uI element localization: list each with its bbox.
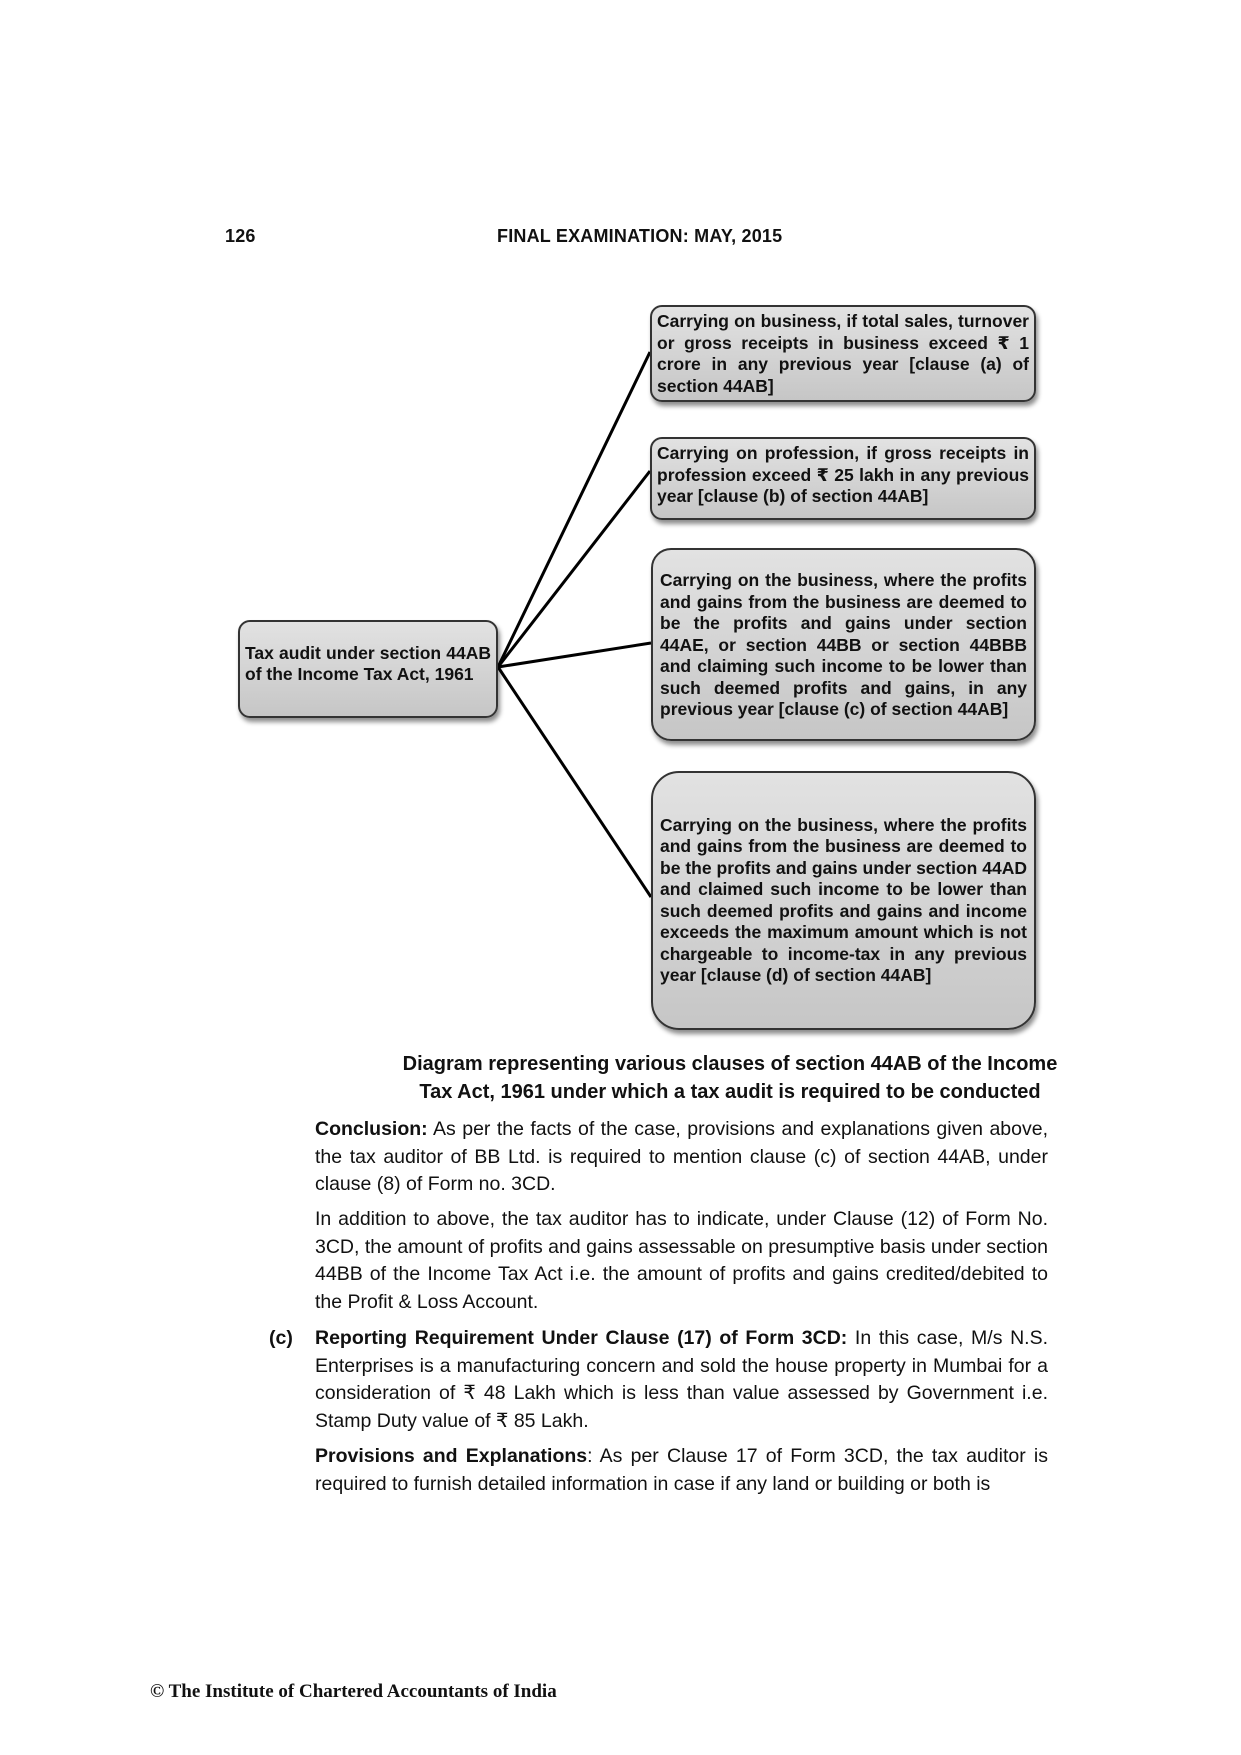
conclusion-label: Conclusion: [315, 1118, 428, 1140]
footer-copyright: © The Institute of Chartered Accountants of India [150, 1681, 557, 1702]
provisions-text: : As per Clause 17 of Form 3CD, the tax auditor is required to furnish detailed information in case if any land or building or both is [315, 1445, 1048, 1495]
addition-paragraph [315, 1206, 1048, 1316]
diagram-branch-clause-a [650, 305, 1036, 402]
item-c-label: (c) [269, 1327, 293, 1349]
branch-clause-d-text: Carrying on the business, where the profits and gains from the business are deemed to be the profits and gains under section 44AD and claimed such income to be lower than such deemed profits and gains and income exceeds the maximum amount which is not chargeable to income-tax in any previous year [clause (d) of section 44AB] [660, 814, 1027, 985]
item-c-paragraph [315, 1325, 1048, 1435]
caption-line-2: Tax Act, 1961 under which a tax audit is required to be conducted [419, 1081, 1041, 1103]
item-c-heading: Reporting Requirement Under Clause (17) of Form 3CD: [315, 1327, 848, 1349]
conclusion-text: As per the facts of the case, provisions and explanations given above, the tax auditor of BB Ltd. is required to mention clause (c) of section 44AB, under clause (8) of Form no. 3CD. [315, 1118, 1048, 1195]
branch-clause-b-text: Carrying on profession, if gross receipts in profession exceed ₹ 25 lakh in any previous year [clause (b) of section 44AB] [657, 443, 1029, 506]
caption-line-1: Diagram representing various clauses of section 44AB of the Income [402, 1053, 1058, 1075]
diagram-branch-clause-c [651, 548, 1036, 741]
addition-text: In addition to above, the tax auditor has to indicate, under Clause (12) of Form No. 3CD, the amount of profits and gains assessable on presumptive basis under section 44BB of the Income Tax Act i.e. the amount of profits and gains credited/debited to the Profit & Loss Account. [315, 1208, 1048, 1313]
running-head: FINAL EXAMINATION: MAY, 2015 [497, 226, 783, 246]
diagram-branch-clause-d [651, 771, 1036, 1030]
diagram-root-text: Tax audit under section 44AB of the Income Tax Act, 1961 [245, 642, 491, 684]
conclusion-paragraph [315, 1116, 1048, 1199]
diagram-caption [380, 1050, 1080, 1106]
diagram-root-box [238, 620, 498, 718]
page-number: 126 [225, 226, 256, 246]
connector-b [498, 471, 650, 667]
connector-d [498, 667, 651, 897]
provisions-label: Provisions and Explanations [315, 1445, 588, 1467]
provisions-paragraph [315, 1443, 1048, 1498]
branch-clause-c-text: Carrying on the business, where the profits and gains from the business are deemed to be the profits and gains under section 44AE, or section 44BB or section 44BBB and claiming such income to be lower than such deemed profits and gains, in any previous year [clause (c) of section 44AB] [660, 570, 1027, 719]
diagram-branch-clause-b [650, 437, 1036, 520]
connector-a [498, 352, 650, 667]
connector-c [498, 643, 651, 667]
branch-clause-a-text: Carrying on business, if total sales, turnover or gross receipts in business exceed ₹ 1 crore in any previous year [clause (a) of section 44AB] [657, 311, 1029, 396]
item-c-text: In this case, M/s N.S. Enterprises is a manufacturing concern and sold the house property in Mumbai for a consideration of ₹ 48 Lakh which is less than value assessed by Government i.e. Stamp Duty value of ₹ 85 Lakh. [315, 1327, 1048, 1432]
